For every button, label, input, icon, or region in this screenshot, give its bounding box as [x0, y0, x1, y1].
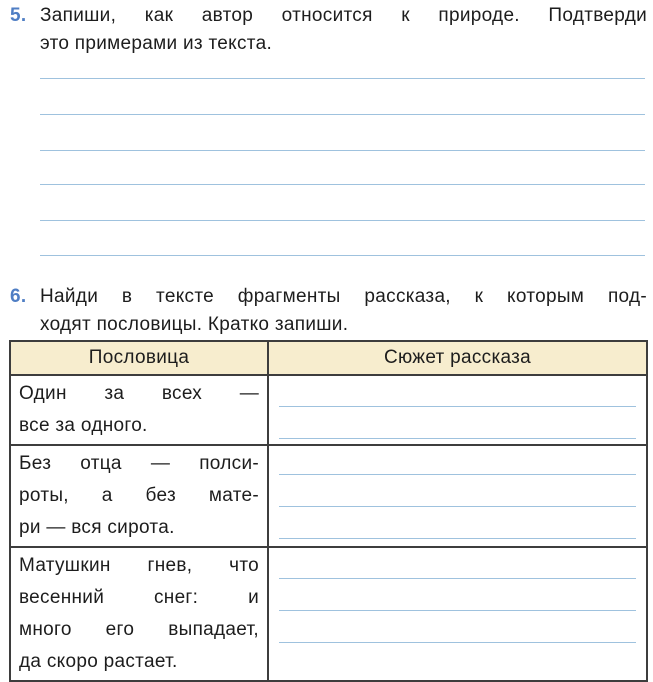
- answer-line[interactable]: [279, 578, 636, 579]
- header-proverb: Пословица: [10, 341, 268, 375]
- task-instruction: [40, 2, 647, 58]
- answer-line[interactable]: [40, 255, 645, 256]
- answer-line[interactable]: [40, 220, 645, 221]
- header-story-plot: Сюжет рассказа: [268, 341, 647, 375]
- proverb-cell: [10, 445, 268, 547]
- answer-line[interactable]: [40, 150, 645, 151]
- answer-line[interactable]: [279, 538, 636, 539]
- table-header-row: [10, 341, 647, 375]
- task-number: 6.: [10, 286, 27, 307]
- table-row: [10, 547, 647, 681]
- answer-cell[interactable]: [268, 375, 647, 445]
- proverb-cell: [10, 547, 268, 681]
- proverb-line: много его выпадает,: [19, 619, 259, 640]
- table-row: [10, 375, 647, 445]
- answer-line[interactable]: [279, 474, 636, 475]
- proverb-line: да скоро растает.: [19, 651, 178, 672]
- answer-cell[interactable]: [268, 445, 647, 547]
- proverb-line: Матушкин гнев, что: [19, 555, 259, 576]
- proverb-line: все за одного.: [19, 415, 148, 436]
- proverb-cell: [10, 375, 268, 445]
- table-row: [10, 445, 647, 547]
- instruction-line: это примерами из текста.: [40, 33, 273, 54]
- answer-line[interactable]: [279, 610, 636, 611]
- instruction-line: Найди в тексте фрагменты рассказа, к которым под-: [40, 286, 647, 307]
- proverb-line: ри — вся сирота.: [19, 517, 175, 538]
- answer-line[interactable]: [279, 642, 636, 643]
- answer-cell[interactable]: [268, 547, 647, 681]
- task-instruction: [40, 283, 647, 339]
- proverb-line: роты, а без мате-: [19, 485, 259, 506]
- answer-line[interactable]: [40, 78, 645, 79]
- proverb-line: весенний снег: и: [19, 587, 259, 608]
- proverb-line: Один за всех —: [19, 383, 259, 404]
- proverb-line: Без отца — полси-: [19, 453, 259, 474]
- answer-line[interactable]: [40, 114, 645, 115]
- proverbs-table: [9, 340, 648, 682]
- answer-line[interactable]: [279, 506, 636, 507]
- answer-line[interactable]: [40, 184, 645, 185]
- instruction-line: ходят пословицы. Кратко запиши.: [40, 314, 349, 335]
- answer-line[interactable]: [279, 438, 636, 439]
- task-number: 5.: [10, 5, 27, 26]
- instruction-line: Запиши, как автор относится к природе. Подтверди: [40, 5, 647, 26]
- answer-line[interactable]: [279, 406, 636, 407]
